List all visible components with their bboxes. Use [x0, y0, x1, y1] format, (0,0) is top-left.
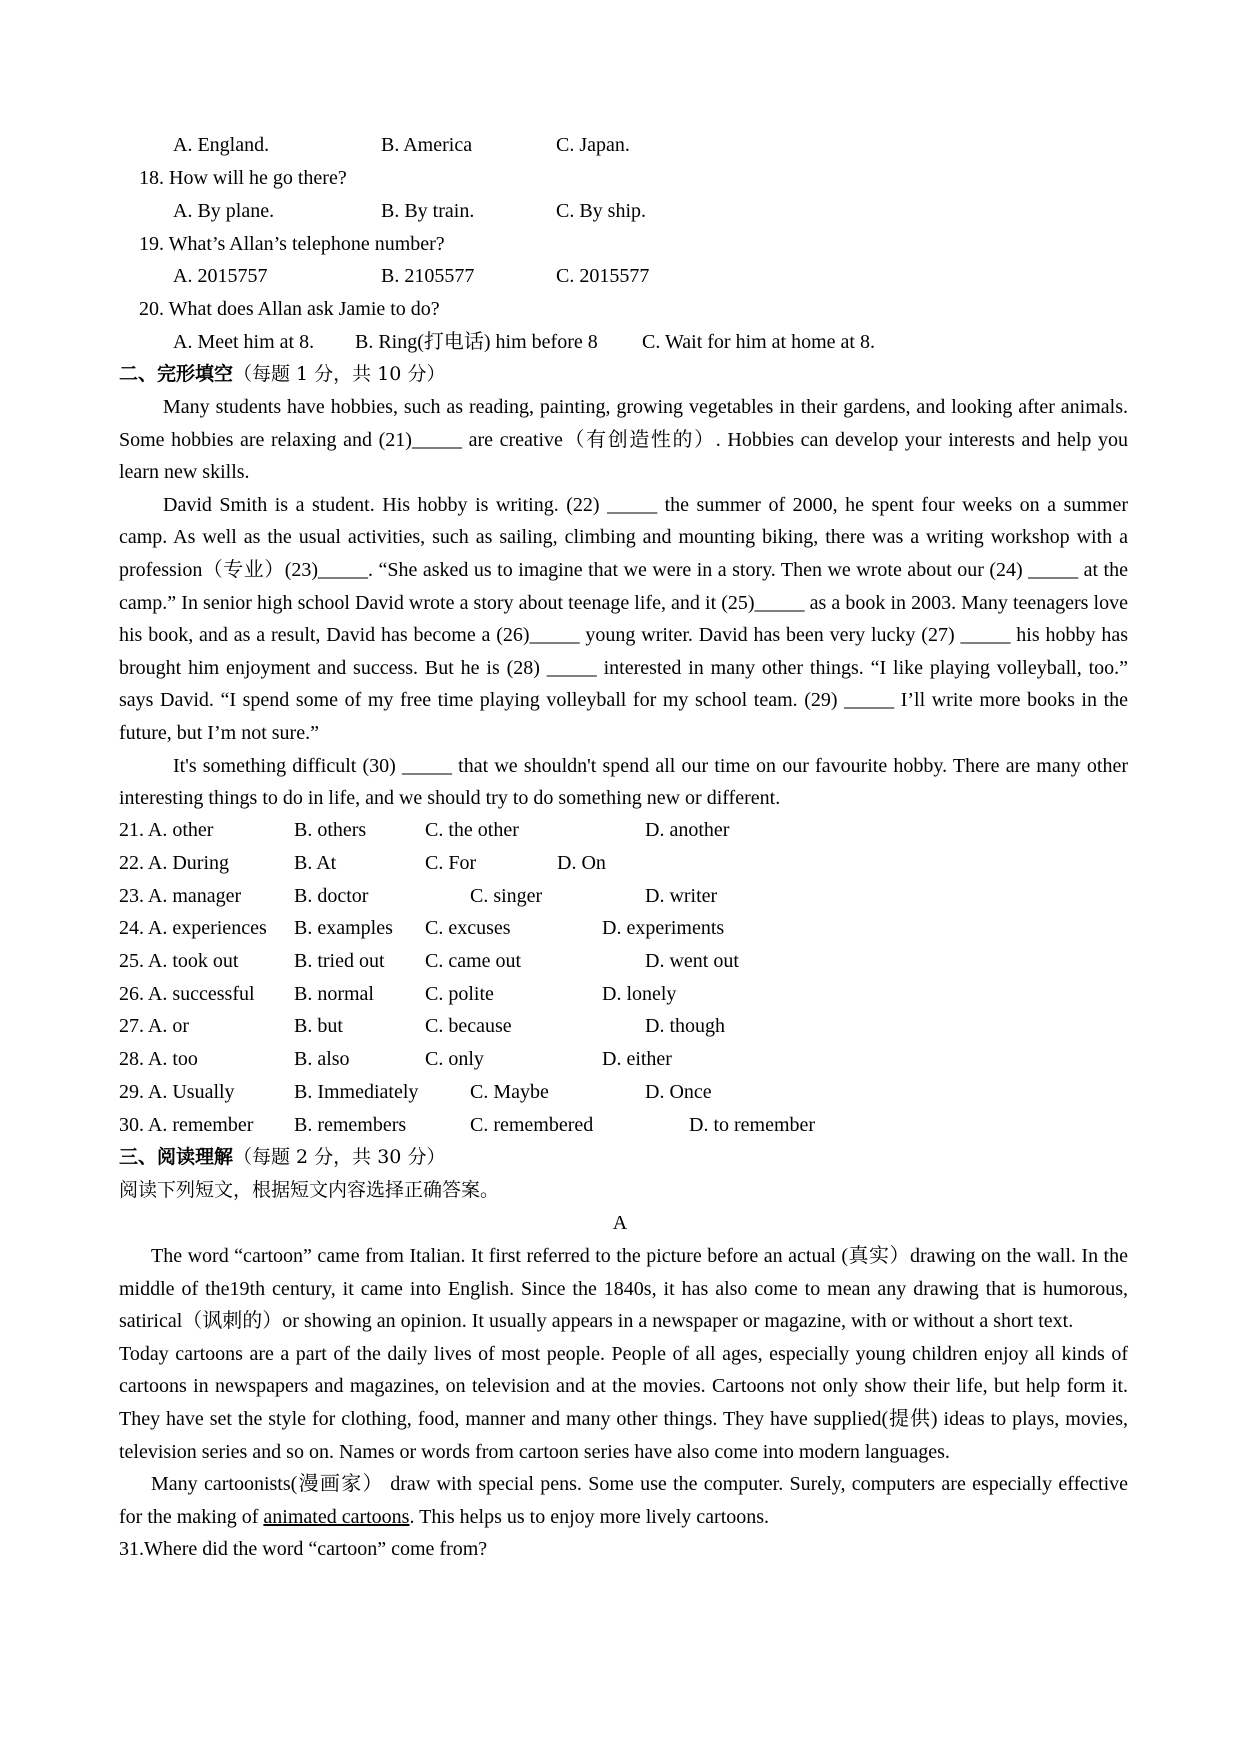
cloze-paragraph-1: Many students have hobbies, such as reading, painting, growing vegetables in their gardens, and looking after animals. Some hobbies are relaxing and (21)_____ are creative（有创造性的）. Hobbies can develop your interests and help you learn new skills. — [119, 396, 1128, 484]
q17-option-c: C. Japan. — [556, 134, 630, 156]
section2-heading-score: （每题 1 分，共 10 分） — [233, 363, 446, 385]
q21-option-c: C. the other — [425, 819, 519, 841]
q29-option-c: C. Maybe — [470, 1081, 549, 1103]
q20-option-a: A. Meet him at 8. — [173, 331, 315, 353]
q19-option-a: A. 2015757 — [173, 265, 268, 287]
reading-paragraph-1: The word “cartoon” came from Italian. It first referred to the picture before an actual (真实）drawing on the wall. In the middle of the19th century, it came into English. Since the 1840s, it has also come to mean any drawing that is humorous, satirical（讽刺的）or showing an opinion. It usually appears in a newspaper or magazine, with or without a short text. — [119, 1245, 1128, 1333]
q19-option-b: B. 2105577 — [381, 265, 475, 287]
q29-option-a: 29. A. Usually — [119, 1081, 235, 1103]
section3-heading — [119, 1144, 445, 1170]
q26-option-b: B. normal — [294, 983, 374, 1005]
q18-option-a: A. By plane. — [173, 200, 275, 222]
reading-passage-a — [119, 1240, 1128, 1566]
q31-question: 31.Where did the word “cartoon” come from? — [119, 1538, 488, 1561]
q20-option-c: C. Wait for him at home at 8. — [642, 331, 875, 353]
q19-question: 19. What’s Allan’s telephone number? — [139, 233, 445, 255]
q27-option-b: B. but — [294, 1015, 343, 1037]
q20-option-b: B. Ring(打电话) him before 8 — [355, 331, 598, 353]
q28-option-a: 28. A. too — [119, 1048, 198, 1070]
q30-option-b: B. remembers — [294, 1114, 407, 1136]
q25-option-a: 25. A. took out — [119, 950, 239, 972]
q23-option-c: C. singer — [470, 885, 543, 907]
q19-option-c: C. 2015577 — [556, 265, 650, 287]
q21-option-d: D. another — [645, 819, 730, 841]
q20-question: 20. What does Allan ask Jamie to do? — [139, 298, 440, 320]
q24-option-d: D. experiments — [602, 917, 725, 939]
cloze-passage — [119, 391, 1128, 815]
q22-option-b: B. At — [294, 852, 337, 874]
q22-option-c: C. For — [425, 852, 477, 874]
q28-option-d: D. either — [602, 1048, 672, 1070]
reading-paragraph-2: Today cartoons are a part of the daily lives of most people. People of all ages, especially young children enjoy all kinds of cartoons in newspapers and magazines, on television and at the movies. Cartoons not only show their life, but help form it. They have set the style for clothing, food, manner and many other things. They have supplied(提供) ideas to plays, movies, television series and so on. Names or words from cartoon series have also come into modern languages. — [119, 1342, 1128, 1463]
q30-option-a: 30. A. remember — [119, 1114, 254, 1136]
reading-paragraph-3-start: Many cartoonists(漫画家） draw with special pens. Some use the computer. Surely, computers are especially effective for the making of — [119, 1473, 1128, 1528]
q25-option-c: C. came out — [425, 950, 522, 972]
q23-option-a: 23. A. manager — [119, 885, 242, 907]
reading-paragraph-3-end: . This helps us to enjoy more lively cartoons. — [409, 1505, 770, 1528]
section3-instruction: 阅读下列短文，根据短文内容选择正确答案。 — [119, 1179, 500, 1201]
q30-option-d: D. to remember — [689, 1114, 816, 1136]
q23-option-b: B. doctor — [294, 885, 369, 907]
q22-option-d: D. On — [557, 852, 606, 874]
q22-option-a: 22. A. During — [119, 852, 229, 874]
q24-option-b: B. examples — [294, 917, 393, 939]
reading-paragraph-3 — [119, 1468, 1128, 1533]
q28-option-b: B. also — [294, 1048, 350, 1070]
q17-option-a: A. England. — [173, 134, 270, 156]
q18-option-b: B. By train. — [381, 200, 475, 222]
q27-option-d: D. though — [645, 1015, 725, 1037]
q18-question: 18. How will he go there? — [139, 167, 347, 189]
section3-heading-score: （每题 2 分，共 30 分） — [233, 1146, 446, 1168]
q26-option-d: D. lonely — [602, 983, 677, 1005]
q29-option-b: B. Immediately — [294, 1081, 419, 1103]
q17-option-b: B. America — [381, 134, 473, 156]
q26-option-a: 26. A. successful — [119, 983, 255, 1005]
section2-heading-title: 二、完形填空 — [119, 363, 234, 385]
q24-option-a: 24. A. experiences — [119, 917, 267, 939]
passage-label: A — [612, 1212, 628, 1234]
q27-option-a: 27. A. or — [119, 1015, 189, 1037]
section3-heading-title: 三、阅读理解 — [119, 1146, 234, 1168]
q23-option-d: D. writer — [645, 885, 718, 907]
q25-option-b: B. tried out — [294, 950, 385, 972]
q25-option-d: D. went out — [645, 950, 739, 972]
q26-option-c: C. polite — [425, 983, 494, 1005]
cloze-paragraph-2: David Smith is a student. His hobby is writing. (22) _____ the summer of 2000, he spent four weeks on a summer camp. As well as the usual activities, such as sailing, climbing and mounting biking, there was a writing workshop with a profession（专业）(23)_____. “She asked us to imagine that we were in a story. Then we wrote about our (24) _____ at the camp.” In senior high school David wrote a story about teenage life, and it (25)_____ as a book in 2003. Many teenagers love his book, and as a result, David has become a (26)_____ young writer. David has been very lucky (27) _____ his hobby has brought him enjoyment and success. But he is (28) _____ interested in many other things. “I like playing volleyball, too.” says David. “I spend some of my free time playing volleyball for my school team. (29) _____ I’ll write more books in the future, but I’m not sure.” — [119, 493, 1128, 744]
animated-cartoons-underlined: animated cartoons — [263, 1505, 410, 1528]
q28-option-c: C. only — [425, 1048, 484, 1070]
cloze-paragraph-3: It's something difficult (30) _____ that we shouldn't spend all our time on our favourite hobby. There are many other interesting things to do in life, and we should try to do something new or different. — [119, 754, 1128, 810]
q27-option-c: C. because — [425, 1015, 512, 1037]
q30-option-c: C. remembered — [470, 1114, 594, 1136]
q21-option-b: B. others — [294, 819, 367, 841]
q21-option-a: 21. A. other — [119, 819, 214, 841]
q29-option-d: D. Once — [645, 1081, 712, 1103]
section2-heading — [119, 361, 445, 387]
q24-option-c: C. excuses — [425, 917, 511, 939]
q18-option-c: C. By ship. — [556, 200, 647, 222]
